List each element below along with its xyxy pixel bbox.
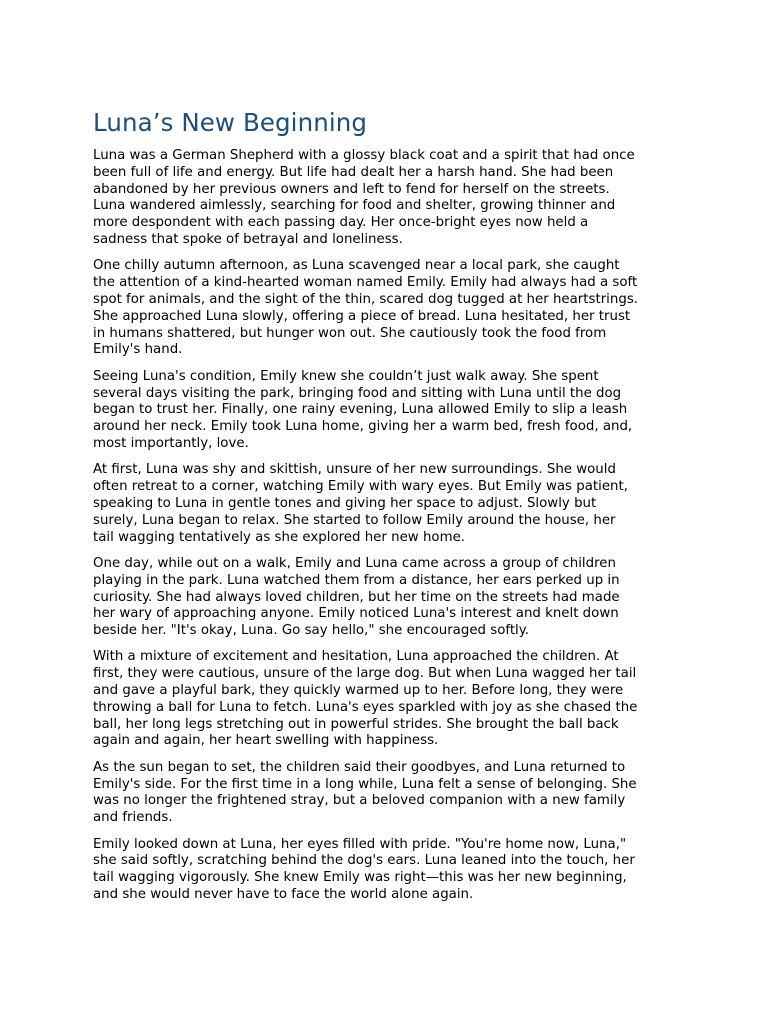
paragraph-6: With a mixture of excitement and hesitation, Luna approached the children. At first, they were cautious, unsure of the large dog. But when Luna wagged her tail and gave a playful bark, they quickly warmed up to her. Before long, they were throwing a ball for Luna to fetch. Luna's eyes sparkled with joy as she chased the ball, her long legs stretching out in powerful strides. She brought the ball back again and again, her heart swelling with happiness. <box>93 649 638 749</box>
paragraph-3: Seeing Luna's condition, Emily knew she couldn’t just walk away. She spent several days visiting the park, bringing food and sitting with Luna until the dog began to trust her. Finally, one rainy evening, Luna allowed Emily to slip a leash around her neck. Emily took Luna home, giving her a warm bed, fresh food, and, most importantly, love. <box>93 368 633 451</box>
paragraph-5: One day, while out on a walk, Emily and Luna came across a group of children playing in the park. Luna watched them from a distance, her ears perked up in curiosity. She had always loved children, but her time on the streets had made her wary of approaching anyone. Emily noticed Luna's interest and knelt down beside her. "It's okay, Luna. Go say hello," she encouraged softly. <box>93 555 620 639</box>
document-body <box>93 106 683 913</box>
paragraph-7: As the sun began to set, the children said their goodbyes, and Luna returned to Emily's side. For the first time in a long while, Luna felt a sense of belonging. She was no longer the frightened stray, but a beloved companion with a new family and friends. <box>93 759 637 826</box>
paragraph-8: Emily looked down at Luna, her eyes filled with pride. "You're home now, Luna," she said softly, scratching behind the dog's ears. Luna leaned into the touch, her tail wagging vigorously. She knew Emily was right—this was her new beginning, and she would never have to face the world alone again. <box>93 836 635 903</box>
document-title: Luna’s New Beginning <box>93 108 368 137</box>
paragraph-2: One chilly autumn afternoon, as Luna scavenged near a local park, she caught the attention of a kind-hearted woman named Emily. Emily had always had a soft spot for animals, and the sight of the thin, scared dog tugged at her heartstrings. She approached Luna slowly, offering a piece of bread. Luna hesitated, her trust in humans shattered, but hunger won out. She cautiously took the food from Emily's hand. <box>93 258 639 358</box>
paragraph-1: Luna was a German Shepherd with a glossy black coat and a spirit that had once been full of life and energy. But life had dealt her a harsh hand. She had been abandoned by her previous owners and left to fend for herself on the streets. Luna wandered aimlessly, searching for food and shelter, growing thinner and more despondent with each passing day. Her once-bright eyes now held a sadness that spoke of betrayal and loneliness. <box>93 148 635 247</box>
paragraph-4: At first, Luna was shy and skittish, unsure of her new surroundings. She would often retreat to a corner, watching Emily with wary eyes. But Emily was patient, speaking to Luna in gentle tones and giving her space to adjust. Slowly but surely, Luna began to relax. She started to follow Emily around the house, her tail wagging tentatively as she explored her new home. <box>93 462 628 545</box>
